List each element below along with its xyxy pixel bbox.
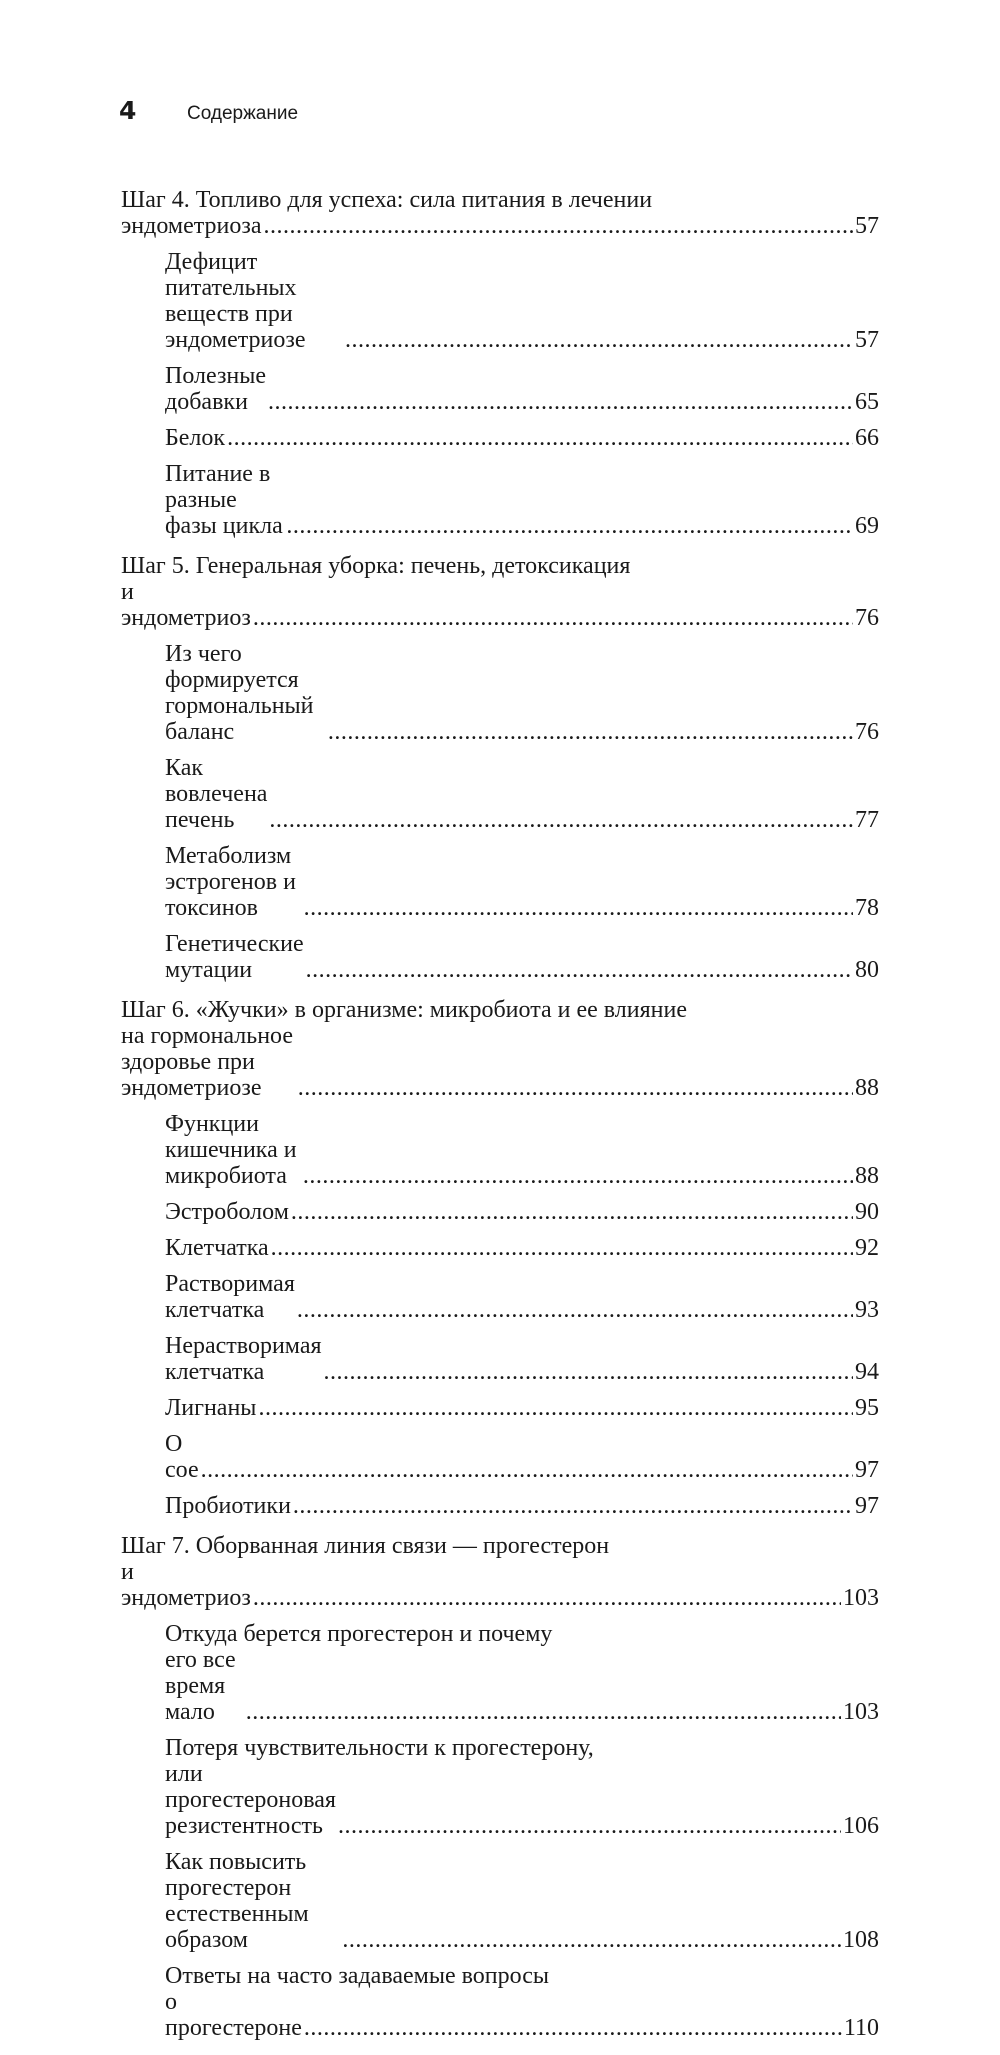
dot-leader	[253, 1585, 841, 1611]
toc-item-page-number: 94	[855, 1359, 879, 1385]
chapter-title-line1: Шаг 5. Генеральная уборка: печень, детоксикация	[121, 553, 631, 579]
running-title: Содержание	[187, 103, 299, 124]
chapter-page-number: 76	[855, 605, 879, 631]
toc-item-title-line1: Ответы на часто задаваемые вопросы	[165, 1963, 549, 1989]
toc-item-title: Полезные добавки	[165, 363, 267, 415]
toc-item[interactable]	[165, 455, 879, 543]
dot-leader	[298, 1075, 853, 1101]
toc-item-page-number: 78	[855, 895, 879, 921]
dot-leader	[293, 1493, 853, 1519]
dot-leader	[304, 2015, 842, 2041]
toc-item-page-number: 103	[843, 1699, 879, 1725]
toc-item-title: Как повысить прогестерон естественным образом	[165, 1849, 309, 1953]
toc-section	[121, 997, 879, 1523]
toc-item[interactable]	[165, 1487, 879, 1523]
toc-subsections	[121, 1105, 879, 1523]
toc-item-page-number: 57	[855, 327, 879, 353]
toc-item[interactable]	[165, 1425, 879, 1487]
dot-leader	[269, 807, 853, 833]
toc-item[interactable]	[165, 1843, 879, 1957]
dot-leader	[345, 327, 853, 353]
dot-leader	[271, 1235, 853, 1261]
toc-item-title: Эстроболом	[165, 1199, 289, 1225]
toc-item-title: Генетические мутации	[165, 931, 304, 983]
toc-item-title: о прогестероне	[165, 1989, 302, 2041]
toc-item[interactable]	[165, 243, 879, 357]
toc-item[interactable]	[165, 1729, 879, 1843]
toc-chapter[interactable]	[121, 997, 879, 1105]
dot-leader	[304, 895, 853, 921]
toc-item[interactable]	[165, 419, 879, 455]
toc-subsections	[121, 243, 879, 543]
toc-item-page-number: 65	[855, 389, 879, 415]
toc-item[interactable]	[165, 1957, 879, 2045]
chapter-title-line2: на гормональное здоровье при эндометриозе	[121, 1023, 293, 1101]
toc-subsections	[121, 635, 879, 987]
toc-subsections	[121, 1615, 879, 2045]
toc-item[interactable]	[165, 1389, 879, 1425]
toc-item-title: Питание в разные фазы цикла	[165, 461, 283, 539]
toc-item-title: Из чего формируется гормональный баланс	[165, 641, 314, 745]
dot-leader	[253, 605, 853, 631]
toc-item-title: Лигнаны	[165, 1395, 257, 1421]
toc-item-page-number: 77	[855, 807, 879, 833]
toc-chapter[interactable]	[121, 553, 879, 635]
toc-item-page-number: 95	[855, 1395, 879, 1421]
chapter-title-line2: и эндометриоз	[121, 1559, 251, 1611]
chapter-title-line2: эндометриоза	[121, 213, 262, 239]
toc-item-page-number: 80	[855, 957, 879, 983]
dot-leader	[264, 213, 854, 239]
toc-item[interactable]	[165, 925, 879, 987]
toc-item-title: или прогестероновая резистентность	[165, 1761, 336, 1839]
toc-item[interactable]	[165, 749, 879, 837]
toc-section	[121, 187, 879, 543]
toc-section	[121, 1533, 879, 2045]
chapter-page-number: 88	[855, 1075, 879, 1101]
toc-item[interactable]	[165, 1229, 879, 1265]
toc-item-page-number: 90	[855, 1199, 879, 1225]
toc-item-title: Метаболизм эстрогенов и токсинов	[165, 843, 296, 921]
chapter-title-line1: Шаг 6. «Жучки» в организме: микробиота и ее влияние	[121, 997, 688, 1023]
toc-item-page-number: 97	[855, 1493, 879, 1519]
dot-leader	[227, 425, 853, 451]
chapter-title-line1: Шаг 7. Оборванная линия связи — прогестерон	[121, 1533, 610, 1559]
toc-item[interactable]	[165, 1193, 879, 1229]
dot-leader	[303, 1163, 853, 1189]
toc-item-page-number: 92	[855, 1235, 879, 1261]
dot-leader	[328, 719, 853, 745]
toc-item-title: Как вовлечена печень	[165, 755, 268, 833]
toc-item-title-line1: Потеря чувствительности к прогестерону,	[165, 1735, 594, 1761]
running-header	[119, 96, 298, 136]
toc-item-page-number: 97	[855, 1457, 879, 1483]
toc-item-page-number: 69	[855, 513, 879, 539]
toc-item-title-line1: Откуда берется прогестерон и почему	[165, 1621, 553, 1647]
chapter-title-line2: и эндометриоз	[121, 579, 251, 631]
chapter-page-number: 57	[855, 213, 879, 239]
dot-leader	[324, 1359, 853, 1385]
toc-item-page-number: 93	[855, 1297, 879, 1323]
toc-item-page-number: 106	[843, 1813, 879, 1839]
toc-chapter[interactable]	[121, 1533, 879, 1615]
toc-item-title: Пробиотики	[165, 1493, 291, 1519]
toc-item-title: Функции кишечника и микробиота	[165, 1111, 297, 1189]
toc-item-title: Дефицит питательных веществ при эндометриозе	[165, 249, 306, 353]
chapter-title-line1: Шаг 4. Топливо для успеха: сила питания в лечении	[121, 187, 653, 213]
dot-leader	[268, 389, 853, 415]
toc-item-title: Клетчатка	[165, 1235, 269, 1261]
toc-item[interactable]	[165, 635, 879, 749]
toc-item[interactable]	[165, 1615, 879, 1729]
dot-leader	[291, 1199, 853, 1225]
dot-leader	[306, 957, 853, 983]
toc-item-title: его все время мало	[165, 1647, 236, 1725]
dot-leader	[201, 1457, 853, 1483]
toc-item[interactable]	[165, 357, 879, 419]
dot-leader	[342, 1927, 841, 1953]
dot-leader	[297, 1297, 853, 1323]
toc-item-title: Белок	[165, 425, 226, 451]
toc-item[interactable]	[165, 1265, 879, 1327]
toc-section	[121, 553, 879, 987]
toc-chapter[interactable]	[121, 187, 879, 243]
toc-item[interactable]	[165, 1105, 879, 1193]
toc-item-page-number: 76	[855, 719, 879, 745]
toc-item[interactable]	[165, 837, 879, 925]
dot-leader	[246, 1699, 841, 1725]
toc-item-title: Нерастворимая клетчатка	[165, 1333, 322, 1385]
toc-item-page-number: 110	[843, 2015, 879, 2041]
toc-item-page-number: 88	[855, 1163, 879, 1189]
toc-item-page-number: 66	[855, 425, 879, 451]
toc-item-title: О сое	[165, 1431, 199, 1483]
dot-leader	[286, 513, 853, 539]
page-number: 4	[119, 96, 137, 125]
chapter-page-number: 103	[843, 1585, 879, 1611]
toc-item[interactable]	[165, 1327, 879, 1389]
dot-leader	[258, 1395, 853, 1421]
dot-leader	[338, 1813, 841, 1839]
toc-item-page-number: 108	[843, 1927, 879, 1953]
table-of-contents	[121, 187, 879, 2055]
toc-item-title: Растворимая клетчатка	[165, 1271, 295, 1323]
